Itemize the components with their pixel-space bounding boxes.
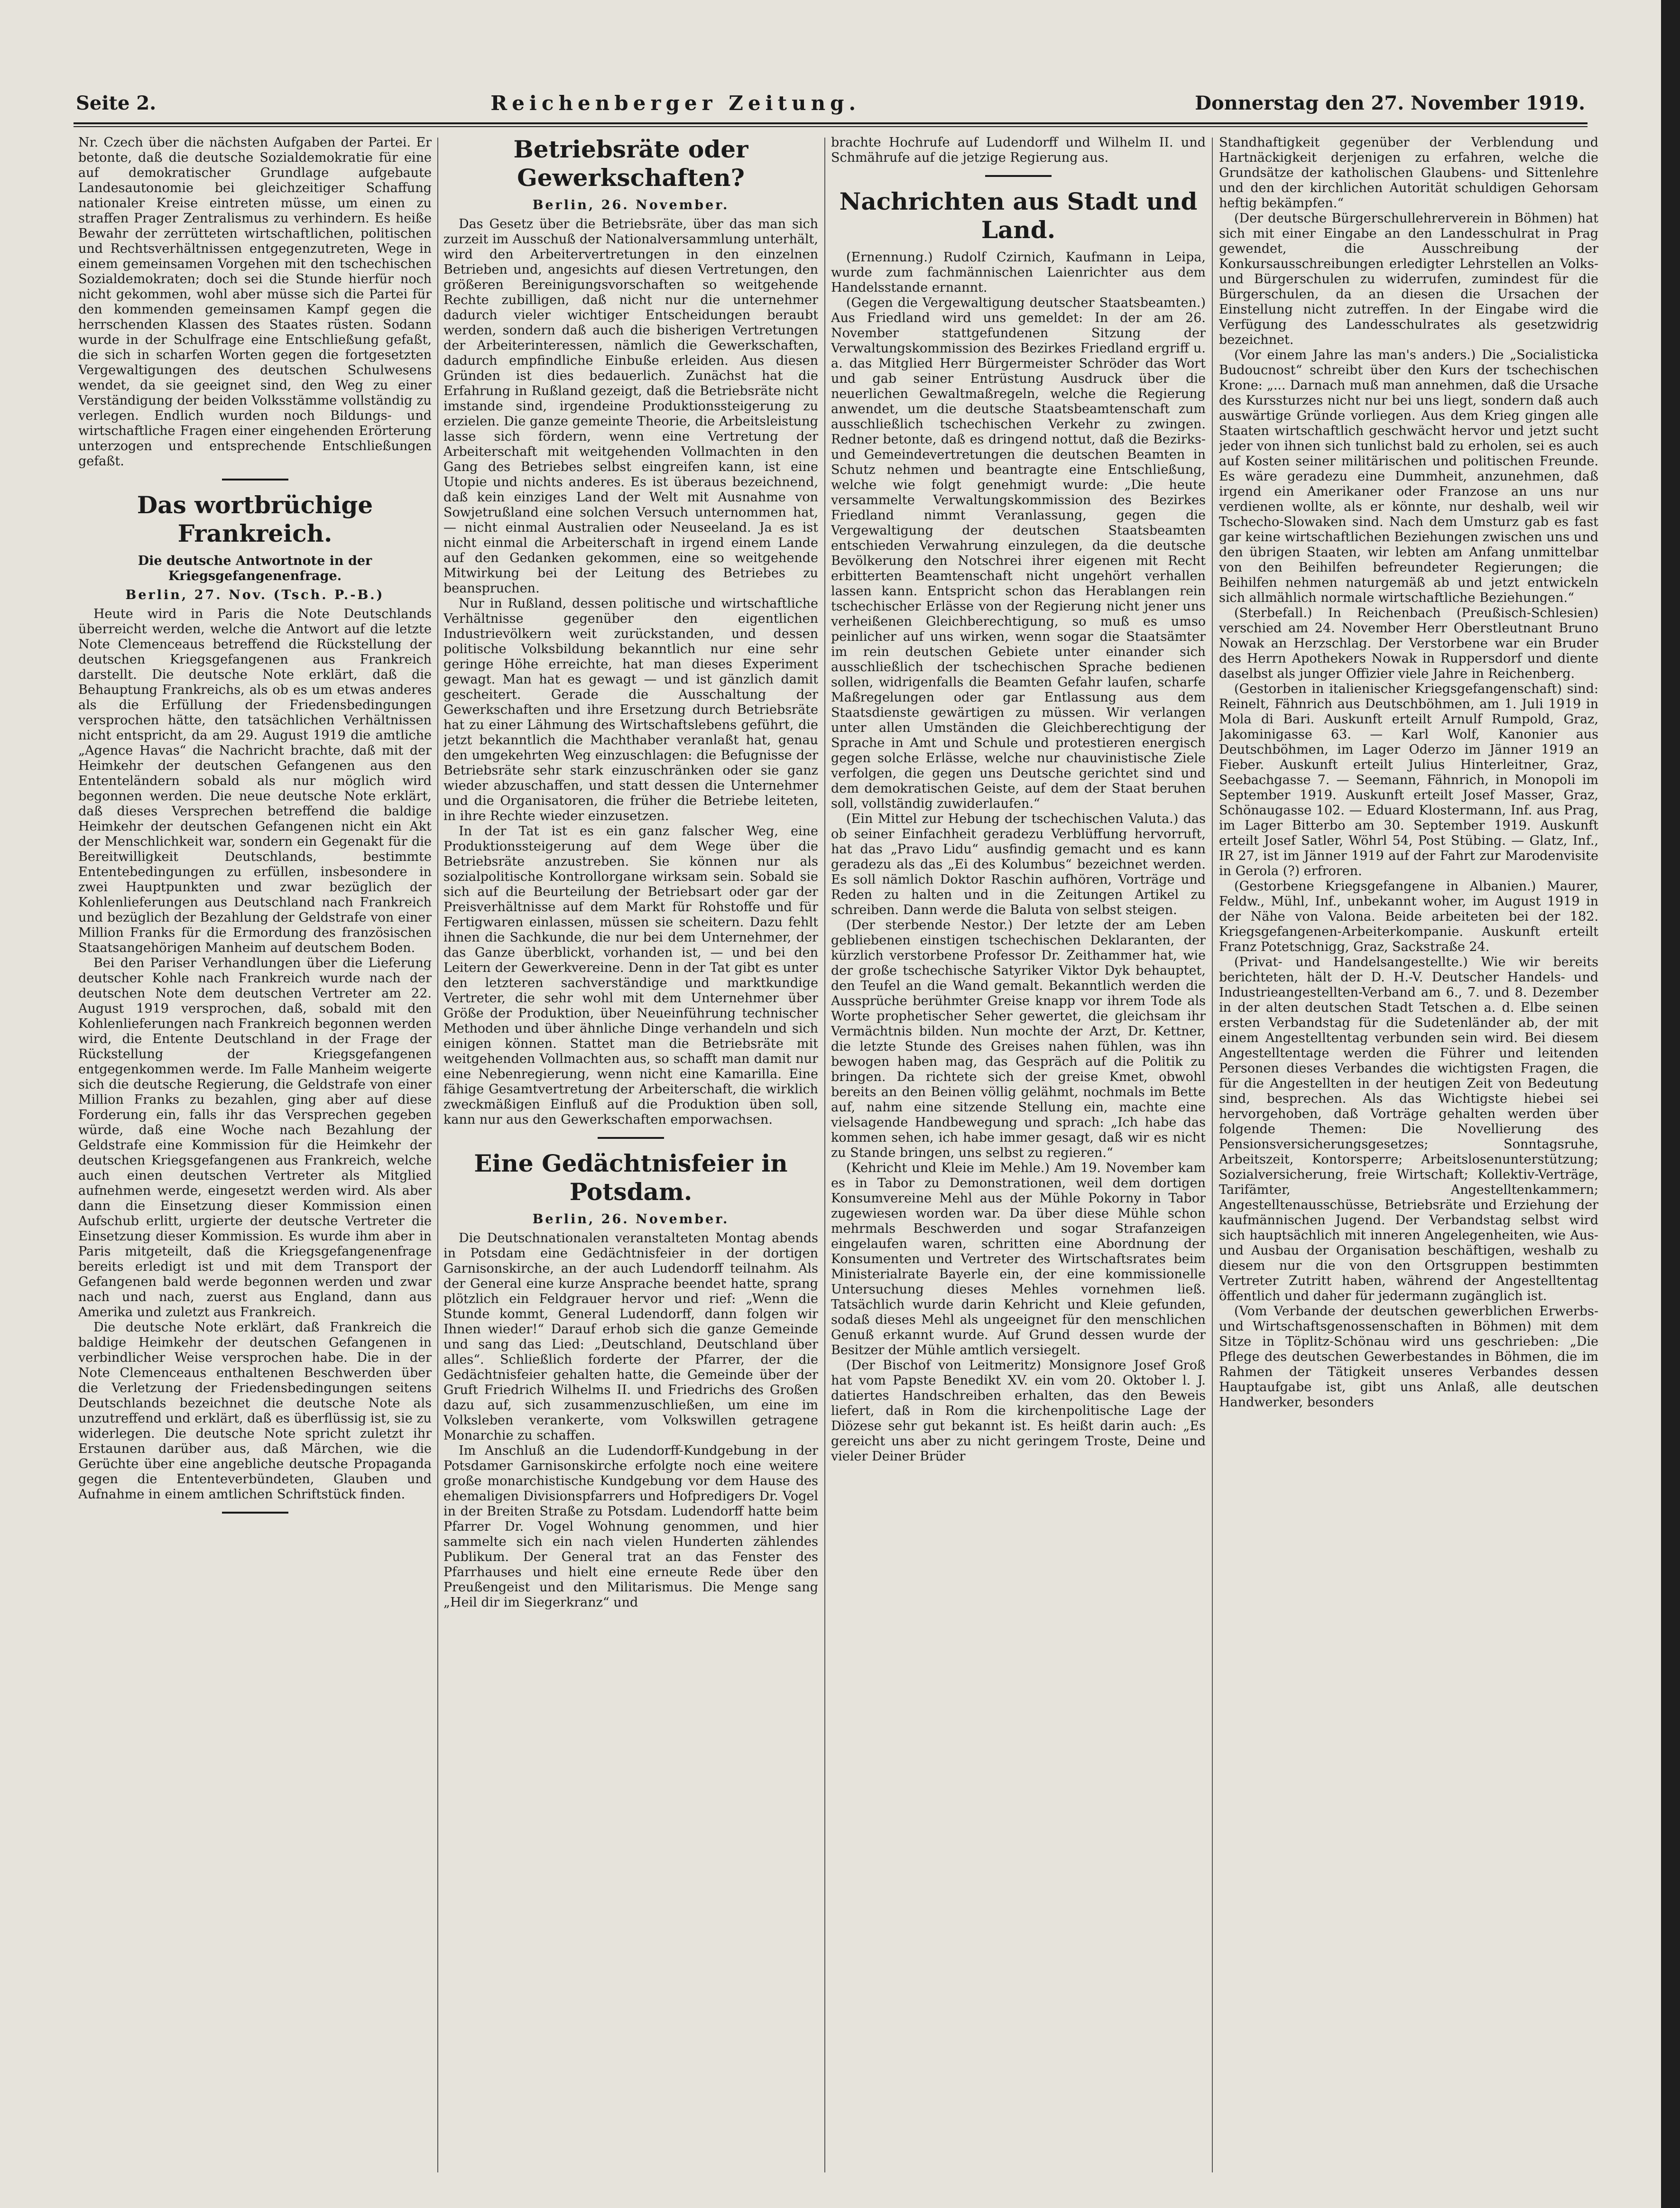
news-item: (Kehricht und Kleie im Mehle.) Am 19. November kam es in Tabor zu Demonstrationen, weil dem dortigen Konsumvereine Mehl aus der Mühle Pokorny in Tabor zugewiesen worden war. Da über diese Mühle schon mehrmals Beschwerden und sogar Strafanzeigen eingelaufen waren, schritten eine Abordnung der Konsumenten und Vertreter des Wirtschaftsrates beim Ministerialrate Bayerle ein, der eine kommissionelle Untersuchung dieses Mehles vornehmen ließ. Tatsächlich wurde darin Kehricht und Kleie gefunden, sodaß dieses Mehl als ungeeignet für den menschlichen Genuß erkannt wurde. Auf Grund dessen wurde der Besitzer der Mühle amtlich versiegelt. (831, 1161, 1206, 1358)
article-paragraph: Heute wird in Paris die Note Deutschlands überreicht werden, welche die Antwort auf die letzte Note Clemenceaus betreffend die Rückstellung der deutschen Kriegsgefangenen aus Frankreich darstellt. Die deutsche Note erklärt, daß die Behauptung Frankreichs, als ob es um etwas anderes als die Erfüllung der Friedensbedingungen versprochen hätte, den tatsächlichen Verhältnissen nicht entspricht, da am 29. August 1919 die amtliche „Agence Havas“ die Nachricht brachte, daß mit der Heimkehr der deutschen Gefangenen aus den Ententeländern sobald als nur möglich wird begonnen werden. Die neue deutsche Note erklärt, daß dieses Versprechen betreffend die baldige Heimkehr der deutschen Gefangenen nicht ein Akt der Menschlichkeit war, sondern ein Gegenakt für die Bereitwilligkeit Deutschlands, bestimmte Ententebedingungen zu erfüllen, insbesondere in zwei Hauptpunkten und zwar bezüglich der Kohlenlieferungen aus Deutschland nach Frankreich und bezüglich der Bezahlung der Geldstrafe von einer Million Franks für die Ermordung des französischen Staatsangehörigen Manheim auf deutschem Boden. (78, 607, 432, 955)
article-end-rule (222, 1512, 288, 1514)
news-item: (Der Bischof von Leitmeritz) Monsignore Josef Groß hat vom Papste Benedikt XV. ein vom 20. Oktober l. J. datiertes Handschreiben erhalten, das den Beweis liefert, daß in Rom die kirchenpolitische Lage der Diözese sehr gut bekannt ist. Es heißt darin auch: „Es gereicht uns aber zu nicht geringem Troste, Deine und vieler Deiner Brüder (831, 1358, 1206, 1464)
newspaper-title: Reichenberger Zeitung. (490, 92, 861, 115)
news-item: (Gestorben in italienischer Kriegsgefangenschaft) sind: Reinelt, Fähnrich aus Deutschböhmen, am 1. Juli 1919 in Mola di Bari. Auskunft erteilt Arnulf Rumpold, Graz, Jakominigasse 63. — Karl Wolf, Kanonier aus Deutschböhmen, im Lager Oderzo im Jänner 1919 an Fieber. Auskunft erteilt Julius Hinterleitner, Graz, Seebachgasse 7. — Seemann, Fähnrich, in Monopoli im September 1919. Auskunft erteilt Josef Masser, Graz, Schönaugasse 102. — Eduard Klostermann, Inf. aus Prag, im Lager Bitterbo am 30. September 1919. Auskunft erteilt Josef Satler, Wöhrl 54, Post Stübing. — Glatz, Inf., IR 27, ist im Jänner 1919 auf der Fahrt zur Marodenvisite in Gerola (?) erfroren. (1219, 682, 1598, 878)
column-divider (437, 138, 438, 2172)
news-item: (Ein Mittel zur Hebung der tschechischen Valuta.) das ob seiner Einfachheit geradezu Verblüffung hervorruft, hat das „Pravo Lidu“ ausfindig gemacht und es kann geradezu als das „Ei des Kolumbus“ bezeichnet werden. Es soll nämlich Doktor Raschin aufhören, Vorträge und Reden zu halten und in die Zeitungen Artikel zu schreiben. Dann werde die Baluta von selbst steigen. (831, 812, 1206, 917)
news-item: (Vom Verbande der deutschen gewerblichen Erwerbs- und Wirtschaftsgenossenschaften in Böhmen) mit dem Sitze in Töplitz-Schönau wird uns geschrieben: „Die Pflege des deutschen Gewerbestandes in Böhmen, die im Rahmen der Tätigkeit unseres Verbandes dessen Hauptaufgabe ist, gibt uns Anlaß, alle deutschen Handwerker, besonders (1219, 1304, 1598, 1410)
news-item: (Der sterbende Nestor.) Der letzte der am Leben gebliebenen einstigen tschechischen Deklaranten, der kürzlich verstorbene Professor Dr. Zeithammer hat, wie der große tschechische Satyriker Viktor Dyk behauptet, den Teufel an die Wand gemalt. Bekanntlich werden die Aussprüche berühmter Greise knapp vor ihrem Tode als Worte prophetischer Seher gewertet, die gleichsam ihr Vermächtnis bilden. Nun mochte der Arzt, Dr. Kettner, die letzte Stunde des Greises nahen fühlen, was ihn bewogen haben mag, das Gespräch auf die Politik zu bringen. Da richtete sich der greise Kmet, obwohl bereits an den Beinen völlig gelähmt, nochmals im Bette auf, nahm eine sitzende Stellung ein, machte eine vielsagende Handbewegung und sprach: „Ich habe das kommen sehen, ich habe immer gesagt, daß wir es nicht zu Stande bringen, uns selbst zu regieren.“ (831, 918, 1206, 1160)
news-item: (Vor einem Jahre las man's anders.) Die „Socialisticka Budoucnost“ schreibt über den Kurs der tschechischen Krone: „... Darnach muß man annehmen, daß die Ursache des Kurssturzes nicht nur bei uns liegt, sondern daß auch auswärtige Gründe vorliegen. Aus dem Krieg gingen alle Staaten wirtschaftlich geschwächt hervor und jetzt sucht jeder von ihnen sich tunlichst bald zu erholen, sei es auch auf Kosten seiner militärischen und politischen Freunde. Es wäre geradezu eine Dummheit, anzunehmen, daß irgend ein Amerikaner oder Franzose an uns nur verdienen wollte, als er könnte, nur deshalb, weil wir Tschecho-Slowaken sind. Nach dem Umsturz gab es fast gar keine wirtschaftlichen Beziehungen zwischen uns und den übrigen Staaten, wir lebten am Anfang unmittelbar von den Beihilfen befreundeter Regierungen; die Beihilfen nehmen naturgemäß ab und jetzt entwickeln sich allmählich normale wirtschaftliche Beziehungen.“ (1219, 348, 1598, 605)
news-item: (Der deutsche Bürgerschullehrerverein in Böhmen) hat sich mit einer Eingabe an den Landesschulrat in Prag gewendet, die Ausschreibung der Konkursausschreibungen erledigter Lehrstellen an Volks- und Bürgerschulen zu widerrufen, zumindest für die Bürgerschulen, da an diesen die Ursachen der Einstellung nicht zutreffen. In der Eingabe wird die Verfügung des Landesschulrates als gesetzwidrig bezeichnet. (1219, 211, 1598, 347)
article-separator (985, 175, 1052, 177)
article-separator (222, 479, 288, 480)
page-number: Seite 2. (76, 92, 157, 114)
article-paragraph: Das Gesetz über die Betriebsräte, über das man sich zurzeit im Ausschuß der Nationalversammlung unterhält, wird den Arbeitervertretungen in den einzelnen Betrieben und, angesichts auf diesen Vertretungen, den größeren Bereinigungsvorschaften so weitgehende Rechte zubilligen, daß nicht nur die unternehmer dadurch vieler wichtiger Entscheidungen beraubt werden, sondern daß auch die bisherigen Vertretungen der Arbeiterinteressen, nämlich die Gewerkschaften, dadurch empfindliche Einbuße erleiden. Aus diesen Gründen ist dies bedauerlich. Zunächst hat die Erfahrung in Rußland gezeigt, daß die Betriebsräte nicht imstande sind, irgendeine Produktionssteigerung zu erzielen. Die ganze gemeinte Theorie, die Arbeitsleistung lasse sich fördern, wenn eine Vertretung der Arbeiterschaft mit weitgehenden Vollmachten in den Gang des Betriebes selbst eingreifen kann, ist eine Utopie und nichts anderes. Es ist überaus bezeichnend, daß kein einziges Land der Welt mit Ausnahme von Sowjetrußland eine solchen Versuch unternommen hat, — nicht einmal Australien oder Neuseeland. Ja es ist nicht einmal die Arbeiterschaft in irgend einem Lande auf den Gedanken gekommen, eine so weitgehende Mitwirkung bei der Leitung des Betriebes zu beanspruchen. (443, 217, 818, 596)
scan-edge (1661, 0, 1680, 2208)
article-separator (598, 1137, 664, 1139)
news-item: (Gestorbene Kriegsgefangene in Albanien.) Maurer, Feldw., Mühl, Inf., unbekannt woher, im August 1919 in der Nähe von Valona. Beide arbeiteten bei der 182. Kriegsgefangenen-Arbeiterkompanie. Auskunft erteilt Franz Potetschnigg, Graz, Sackstraße 24. (1219, 879, 1598, 954)
issue-date: Donnerstag den 27. November 1919. (1195, 92, 1585, 114)
news-continuation: Standhaftigkeit gegenüber der Verblendung und Hartnäckigkeit derjenigen zu erfahren, welche die Grundsätze der katholischen Glaubens- und Sittenlehre und den der kirchlichen Autorität schuldigen Gehorsam heftig bekämpfen.“ (1219, 135, 1598, 211)
header-rule (74, 122, 1588, 124)
article-dateline: Berlin, 26. November. (532, 1212, 729, 1227)
article-paragraph: Im Anschluß an die Ludendorff-Kundgebung in der Potsdamer Garnisonskirche erfolgte noch eine weitere große monarchistische Kundgebung vor dem Hause des ehemaligen Divisionspfarrers und Hofpredigers Dr. Vogel in der Breiten Straße zu Potsdam. Ludendorff hatte beim Pfarrer Dr. Vogel Wohnung genommen, und hier sammelte sich ein nach vielen Hunderten zählendes Publikum. Der General trat an das Fenster des Pfarrhauses und hielt eine erneute Rede über den Preußengeist und den Militarismus. Die Menge sang „Heil dir im Siegerkranz“ und (443, 1443, 818, 1610)
article-dateline: Berlin, 27. Nov. (Tsch. P.-B.) (125, 588, 385, 602)
article-subtitle: Die deutsche Antwortnote in der Kriegsgefangenenfrage. (138, 554, 372, 583)
column-4 (1219, 135, 1598, 2170)
section-title: Nachrichten aus Stadt und Land. (839, 187, 1198, 244)
column-2 (443, 135, 818, 2170)
article-paragraph: Bei den Pariser Verhandlungen über die Lieferung deutscher Kohle nach Frankreich wurde nach der deutschen Note dem deutschen Vertreter am 22. August 1919 versprochen, daß, sobald mit den Kohlenlieferungen nach Frankreich begonnen werden wird, die Entente Deutschland in der Frage der Rückstellung der Kriegsgefangenen entgegenkommen werde. Im Falle Manheim weigerte sich die deutsche Regierung, die Geldstrafe von einer Million Franks zu bezahlen, ging aber auf diese Forderung ein, falls ihr das Versprechen gegeben würde, daß eine Woche nach Bezahlung der Geldstrafe eine Kommission für die Heimkehr der deutschen Kriegsgefangenen aus Frankreich, welche auch einen deutschen Vertreter als Mitglied aufnehmen werde, eingesetzt werden wird. Als aber dann die Einsetzung dieser Kommission einen Aufschub erlitt, urgierte der deutsche Vertreter die Einsetzung dieser Kommission. Es wurde ihm aber in Paris mitgeteilt, daß die Kriegsgefangenenfrage bereits erledigt ist und mit dem Transport der Gefangenen bald werde begonnen werden und zwar nach und nach, zuerst aus England, dann aus Amerika und zuletzt aus Frankreich. (78, 956, 432, 1320)
news-item: (Sterbefall.) In Reichenbach (Preußisch-Schlesien) verschied am 24. November Herr Oberstleutnant Bruno Nowak an Herzschlag. Der Verstorbene war ein Bruder des Herrn Apothekers Nowak in Ruppersdorf und diente daselbst als junger Offizier viele Jahre in Reichenberg. (1219, 606, 1598, 681)
header-rule-thin (74, 126, 1588, 127)
column-3 (831, 135, 1206, 2170)
column-1 (78, 135, 432, 2170)
article-paragraph: In der Tat ist es ein ganz falscher Weg, eine Produktionssteigerung auf dem Wege über die Betriebsräte anzustreben. Sie können nur als sozialpolitische Kontrollorgane wirksam sein. Sobald sie sich auf die Beurteilung der Betriebsart oder gar der Preisverhältnisse auf dem Markt für Rohstoffe und für Fertigwaren einlassen, müssen sie scheitern. Dazu fehlt ihnen die Sachkunde, die nur bei dem Unternehmer, der das Ganze überblickt, vorhanden ist, — und bei den Leitern der Gewerkvereine. Denn in der Tat gibt es unter den letzteren sachverständige und marktkundige Vertreter, die sehr wohl mit dem Unternehmer über Größe der Produktion, über Neueinführung technischer Methoden und über ähnliche Dinge verhandeln und sich einigen können. Stattet man die Betriebsräte mit weitgehenden Vollmachten aus, so schafft man damit nur eine Nebenregierung, wenn nicht eine Kamarilla. Eine fähige Gesamtvertretung der Arbeiterschaft, die wirklich zweckmäßigen Einfluß auf die Produktion üben soll, kann nur aus den Gewerkschaften emporwachsen. (443, 824, 818, 1127)
article-paragraph: Nur in Rußland, dessen politische und wirtschaftliche Verhältnisse gegenüber den eigentlichen Industrievölkern weit zurückstanden, und dessen politische Volksbildung bekanntlich nur eine sehr geringe Höhe erreichte, hat man dieses Experiment gewagt. Man hat es gewagt — und ist gänzlich damit gescheitert. Gerade die Ausschaltung der Gewerkschaften und ihre Ersetzung durch Betriebsräte hat zu einer Lähmung des Wirtschaftslebens geführt, die jetzt bekanntlich die Machthaber veranlaßt hat, genau den umgekehrten Weg einzuschlagen: die Befugnisse der Betriebsräte sehr stark einzuschränken oder sie ganz wieder abzuschaffen, und statt dessen die Unternehmer und die Organisatoren, die früher die Betriebe leiteten, in ihre Rechte wieder einzusetzen. (443, 596, 818, 823)
article-title: Das wortbrüchige Frankreich. (137, 491, 373, 547)
column-divider (1212, 138, 1213, 2172)
article-paragraph: Die deutsche Note erklärt, daß Frankreich die baldige Heimkehr der deutschen Gefangenen in verbindlicher Weise versprochen habe. Die in der Note Clemenceaus enthaltenen Beschwerden über die Verletzung der Friedensbedingungen seitens Deutschlands bezeichnet die deutsche Note als unzutreffend und erklärt, daß es überflüssig ist, sie zu widerlegen. Die deutsche Note spricht zuletzt ihr Erstaunen darüber aus, daß Märchen, wie die Gerüchte über eine angebliche deutsche Propaganda gegen die Ententeverbündeten, Glauben und Aufnahme in einem amtlichen Schriftstück finden. (78, 1320, 432, 1502)
article-paragraph: Die Deutschnationalen veranstalteten Montag abends in Potsdam eine Gedächtnisfeier in der dortigen Garnisonskirche, an der auch Ludendorff teilnahm. Als der General eine kurze Ansprache beendet hatte, sprang plötzlich ein Feldgrauer hervor und rief: „Wenn die Stunde kommt, General Ludendorff, dann folgen wir Ihnen wieder!“ Darauf erhob sich die ganze Gemeinde und sang das Lied: „Deutschland, Deutschland über alles“. Schließlich forderte der Pfarrer, der die Gedächtnisfeier gehalten hatte, die Gemeinde über der Gruft Friedrich Wilhelms II. und Friedrichs des Großen dazu auf, sich zusammenzuschließen, um eine im Volksleben verankerte, vom Volkswillen getragene Monarchie zu schaffen. (443, 1231, 818, 1443)
page-header (76, 90, 1585, 117)
article-continuation: brachte Hochrufe auf Ludendorff und Wilhelm II. und Schmährufe auf die jetzige Regierung aus. (831, 135, 1206, 165)
article-continuation: Nr. Czech über die nächsten Aufgaben der Partei. Er betonte, daß die deutsche Sozialdemokratie für eine auf demokratischer Grundlage aufgebaute Landesautonomie bei gleichzeitiger Schaffung nationaler Kreise eintreten müsse, um einen zu straffen Prager Zentralismus zu verhindern. Es heiße Bewahr der zerrütteten wirtschaftlichen, politischen und Rechtsverhältnissen entgegenzutreten, Wege in einem gemeinsamen Vorgehen mit den tschechischen Sozialdemokraten; doch sei die Stunde hierfür noch nicht gekommen, wohl aber müsse sich die Partei für den kommenden gemeinsamen Kampf gegen die herrschenden Klassen des Staates rüsten. Sodann wurde in der Schulfrage eine Entschließung gefaßt, die sich in scharfen Worten gegen die fortgesetzten Vergewaltigungen des deutschen Schulwesens wendet, da sie geeignet sind, den Weg zu einer Verständigung der beiden Volksstämme vollständig zu verlegen. Endlich wurden noch Bildungs- und wirtschaftliche Fragen einer eingehenden Erörterung unterzogen und entsprechende Entschließungen gefaßt. (78, 135, 432, 469)
article-dateline: Berlin, 26. November. (532, 198, 729, 212)
article-title: Eine Gedächtnisfeier in Potsdam. (474, 1149, 788, 1206)
news-item: (Ernennung.) Rudolf Czirnich, Kaufmann in Leipa, wurde zum fachmännischen Laienrichter aus dem Handelsstande ernannt. (831, 250, 1206, 295)
article-title: Betriebsräte oder Gewerkschaften? (513, 135, 748, 192)
news-item: (Gegen die Vergewaltigung deutscher Staatsbeamten.) Aus Friedland wird uns gemeldet: In der am 26. November stattgefundenen Sitzung der Verwaltungskommission des Bezirkes Friedland ergriff u. a. das Mitglied Herr Bürgermeister Schröder das Wort und gab seiner Entrüstung Ausdruck über die neuerlichen Gewaltmaßregeln, welche die Regierung anwendet, um die deutsche Staatsbeamtenschaft zum ausschließlich tschechischen Verkehr zu zwingen. Redner betonte, daß es dringend nottut, daß die Bezirks- und Gemeindevertretungen die deutschen Beamten in Schutz nehmen und beantragte eine Entschließung, welche wie folgt genehmigt wurde: „Die heute versammelte Verwaltungskommission des Bezirkes Friedland nimmt Veranlassung, gegen die Vergewaltigung der deutschen Staatsbeamten entschieden Verwahrung einzulegen, da die deutsche Bevölkerung den Notschrei ihrer eigenen mit Recht erbitterten Beamtenschaft nicht ungehört verhallen lassen kann. Entspricht schon das Herablangen rein tschechischer Erlässe von der Regierung nicht jener uns verheißenen Gleichberechtigung, so muß es umso peinlicher auf uns wirken, wenn sogar die Staatsämter im rein deutschen Gebiete unter einander sich ausschließlich der tschechischen Sprache bedienen sollen, widrigenfalls die Beamten Gefahr laufen, scharfe Maßregelungen oder gar Entlassung aus dem Staatsdienste gewärtigen zu müssen. Wir verlangen unter allen Umständen die Gleichberechtigung der Sprache in Amt und Schule und protestieren energisch gegen solche Erlässe, welche nur chauvinistische Ziele verfolgen, die gegen uns Deutsche gerichtet sind und dem demokratischen Geiste, auf dem der Staat beruhen soll, vollständig zuwiderlaufen.“ (831, 296, 1206, 811)
news-item: (Privat- und Handelsangestellte.) Wie wir bereits berichteten, hält der D. H.-V. Deutscher Handels- und Industrieangestellten-Verband am 6., 7. und 8. Dezember in der alten deutschen Stadt Tetschen a. d. Elbe seinen ersten Verbandstag für die Sudetenländer ab, der mit einem Angestelltentag verbunden sein wird. Bei diesem Angestelltentage werden die Führer und leitenden Personen dieses Verbandes die wichtigsten Fragen, die für die Angestellten in der heutigen Zeit von Bedeutung sind, besprechen. Als das Wichtigste hiebei sei hervorgehoben, daß Vorträge gehalten werden über folgende Themen: Die Novellierung des Pensionsversicherungsgesetzes; Sonntagsruhe, Arbeitszeit, Kontorsperre; Arbeitslosenunterstützung; Sozialversicherung, freie Wirtschaft; Kollektiv-Verträge, Tarifämter, Angestelltenkammern; Angestelltenausschüsse, Betriebsräte und Erziehung der kaufmännischen Jugend. Der Verbandstag selbst wird sich hauptsächlich mit inneren Angelegenheiten, wie Aus- und Ausbau der Organisation beschäftigen, weshalb zu diesem nur die von den Ortsgruppen bestimmten Vertreter Zutritt haben, während der Angestelltentag öffentlich und daher für jedermann zugänglich ist. (1219, 955, 1598, 1303)
column-divider (824, 138, 825, 2172)
